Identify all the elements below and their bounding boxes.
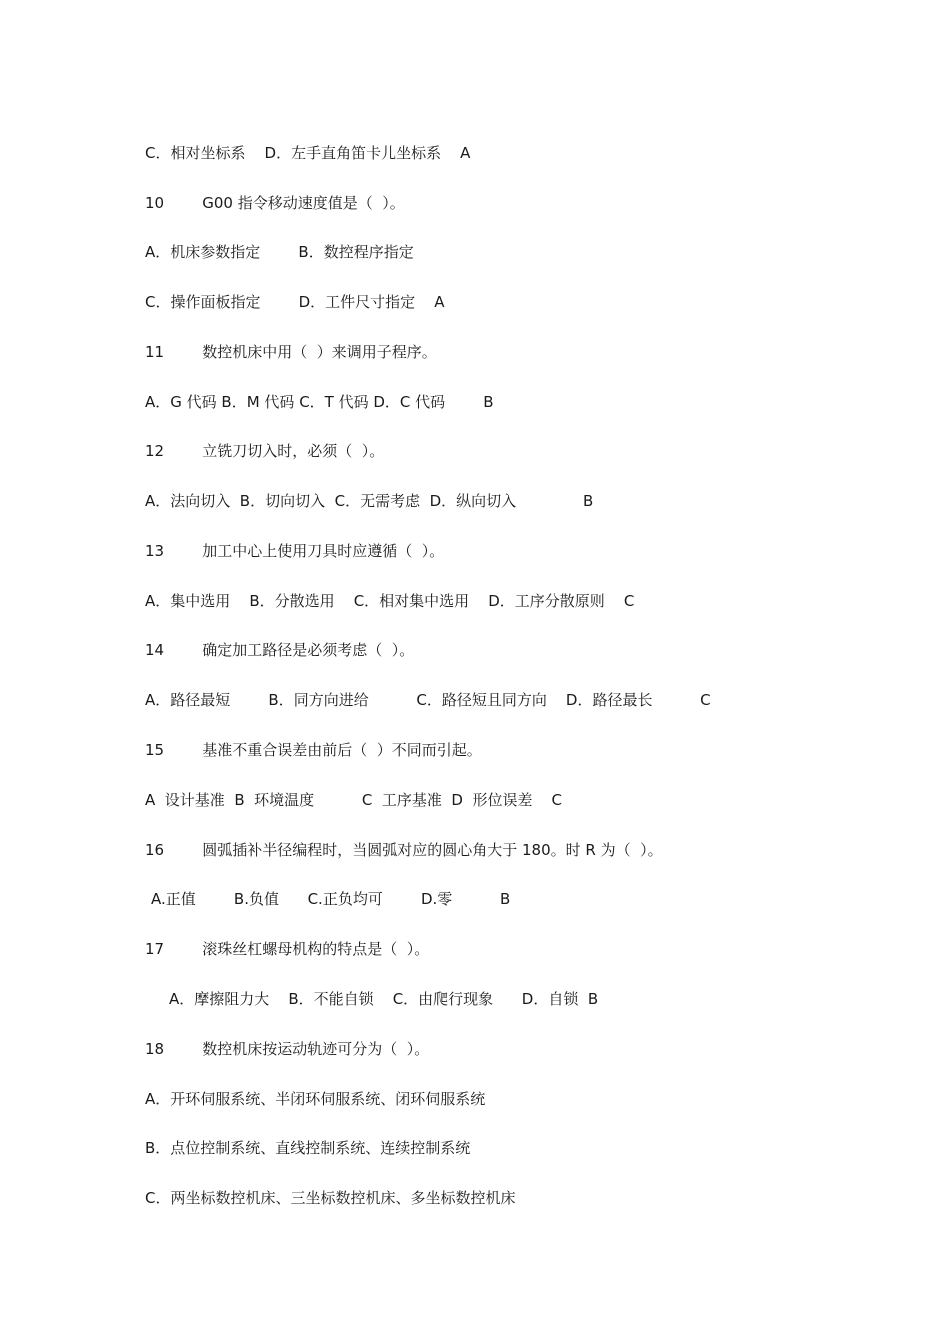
answer-options-line: A 设计基准 B 环境温度 C 工序基准 D 形位误差 C [145, 791, 563, 809]
question-15: 15 基准不重合误差由前后（ ）不同而引起。 [145, 741, 482, 759]
answer-option-c: C．两坐标数控机床、三坐标数控机床、多坐标数控机床 [145, 1189, 516, 1207]
question-16: 16 圆弧插补半径编程时，当圆弧对应的圆心角大于 180。时 R 为（ ）。 [145, 841, 663, 859]
answer-option-a: A．开环伺服系统、半闭环伺服系统、闭环伺服系统 [145, 1090, 486, 1108]
answer-options-line: A.正值 B.负值 C.正负均可 D.零 B [151, 890, 511, 908]
answer-options-line: A．摩擦阻力大 B．不能自锁 C．由爬行现象 D．自锁 B [169, 990, 599, 1008]
question-11: 11 数控机床中用（ ）来调用子程序。 [145, 343, 437, 361]
question-17: 17 滚珠丝杠螺母机构的特点是（ ）。 [145, 940, 430, 958]
question-13: 13 加工中心上使用刀具时应遵循（ ）。 [145, 542, 445, 560]
question-12: 12 立铣刀切入时，必须（ ）。 [145, 442, 385, 460]
answer-option-b: B．点位控制系统、直线控制系统、连续控制系统 [145, 1139, 471, 1157]
answer-options-line: C．操作面板指定 D．工件尺寸指定 A [145, 293, 445, 311]
answer-options-line: A．机床参数指定 B．数控程序指定 [145, 243, 414, 261]
answer-options-line: A．G 代码 B．M 代码 C．T 代码 D．C 代码 B [145, 393, 494, 411]
question-18: 18 数控机床按运动轨迹可分为（ ）。 [145, 1040, 430, 1058]
answer-options-line: A．集中选用 B．分散选用 C．相对集中选用 D．工序分散原则 C [145, 592, 635, 610]
answer-options-line: C．相对坐标系 D．左手直角笛卡儿坐标系 A [145, 144, 471, 162]
question-14: 14 确定加工路径是必须考虑（ ）。 [145, 641, 415, 659]
answer-options-line: A．路径最短 B．同方向进给 C．路径短且同方向 D．路径最长 C [145, 691, 711, 709]
answer-options-line: A．法向切入 B．切向切入 C．无需考虑 D．纵向切入 B [145, 492, 594, 510]
question-10: 10 G00 指令移动速度值是（ ）。 [145, 194, 405, 212]
